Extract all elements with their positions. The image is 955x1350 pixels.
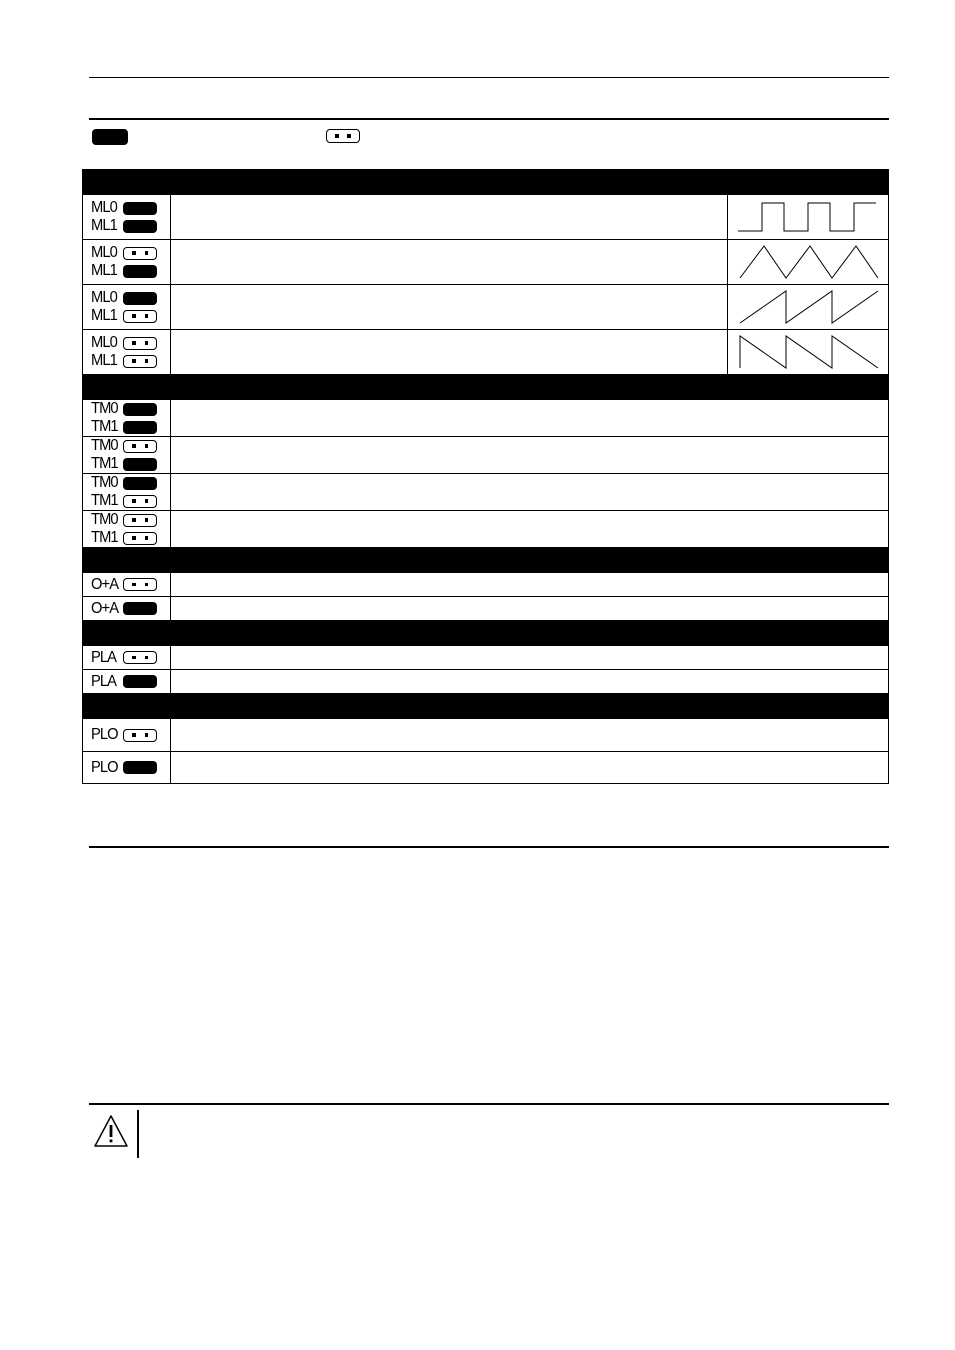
section-header-waveform <box>83 170 889 195</box>
table-row <box>83 400 889 437</box>
section-header-tm <box>83 375 889 400</box>
jumper-label-cell <box>83 752 171 784</box>
jumper-code: ML1 <box>91 217 117 234</box>
jumper-code: TM0 <box>91 474 118 491</box>
jumper-closed-icon <box>123 477 157 490</box>
jumper-label-cell <box>83 240 171 285</box>
waveform-cell <box>727 330 888 375</box>
jumper-label-cell <box>83 573 171 597</box>
waveform-cell <box>727 240 888 285</box>
jumper-code: PLO <box>91 758 118 776</box>
table-row <box>83 719 889 752</box>
jumper-closed-icon <box>123 202 157 215</box>
warning-triangle-icon <box>93 1113 129 1149</box>
description-cell <box>171 752 889 784</box>
section-header-plo <box>83 694 889 719</box>
jumper-closed-icon <box>123 292 157 305</box>
description-cell <box>171 400 889 437</box>
table-row <box>83 511 889 548</box>
section-rule <box>89 118 889 120</box>
jumper-code: TM1 <box>91 418 118 435</box>
jumper-code: ML0 <box>91 334 117 351</box>
jumper-label-cell <box>83 646 171 670</box>
jumper-label-cell <box>83 719 171 752</box>
table-row <box>83 330 889 375</box>
jumper-closed-icon <box>123 265 157 278</box>
jumper-open-icon <box>123 729 157 742</box>
jumper-code: TM1 <box>91 455 118 472</box>
table-row <box>83 597 889 621</box>
jumper-code: PLA <box>91 648 117 666</box>
jumper-open-icon <box>123 355 157 368</box>
jumper-code: PLA <box>91 672 117 690</box>
description-cell <box>171 511 889 548</box>
description-cell <box>171 670 889 694</box>
warning-divider <box>137 1110 139 1158</box>
jumper-settings-table <box>82 169 889 784</box>
description-cell <box>171 285 728 330</box>
jumper-open-icon <box>123 514 157 527</box>
section-header-pla <box>83 621 889 646</box>
jumper-open-icon <box>123 337 157 350</box>
jumper-code: ML0 <box>91 199 117 216</box>
table-row <box>83 285 889 330</box>
table-row <box>83 573 889 597</box>
description-cell <box>171 474 889 511</box>
table-row <box>83 195 889 240</box>
jumper-closed-icon <box>123 421 157 434</box>
table-row <box>83 437 889 474</box>
jumper-closed-icon <box>92 129 128 145</box>
sawtooth-rising-icon <box>728 285 888 329</box>
jumper-label-cell <box>83 330 171 375</box>
jumper-label-cell <box>83 511 171 548</box>
jumper-code: ML0 <box>91 289 117 306</box>
table-row <box>83 646 889 670</box>
jumper-label-cell <box>83 474 171 511</box>
description-cell <box>171 646 889 670</box>
description-cell <box>171 573 889 597</box>
sawtooth-falling-icon <box>728 330 888 374</box>
jumper-closed-icon <box>123 220 157 233</box>
jumper-closed-icon <box>123 403 157 416</box>
description-cell <box>171 195 728 240</box>
jumper-code: ML0 <box>91 244 117 261</box>
jumper-code: PLO <box>91 726 118 743</box>
triangle-wave-icon <box>728 240 888 284</box>
table-row <box>83 670 889 694</box>
waveform-cell <box>727 285 888 330</box>
jumper-label-cell <box>83 400 171 437</box>
description-cell <box>171 330 728 375</box>
jumper-label-cell <box>83 670 171 694</box>
jumper-label-cell <box>83 195 171 240</box>
waveform-cell <box>727 195 888 240</box>
table-row <box>83 474 889 511</box>
jumper-code: TM1 <box>91 529 118 546</box>
square-wave-icon <box>728 195 888 239</box>
section-header-oa <box>83 548 889 573</box>
jumper-open-icon <box>123 440 157 453</box>
jumper-code: TM1 <box>91 492 118 509</box>
jumper-open-icon <box>123 651 157 664</box>
jumper-closed-icon <box>123 761 157 774</box>
jumper-label-cell <box>83 285 171 330</box>
table-row <box>83 752 889 784</box>
jumper-closed-icon <box>123 602 157 615</box>
jumper-code: O+A <box>91 599 119 617</box>
jumper-open-icon <box>123 578 157 591</box>
section-rule <box>89 846 889 848</box>
jumper-code: TM0 <box>91 437 118 454</box>
jumper-open-icon <box>123 532 157 545</box>
jumper-code: O+A <box>91 575 119 593</box>
jumper-code: ML1 <box>91 307 117 324</box>
description-cell <box>171 437 889 474</box>
jumper-label-cell <box>83 437 171 474</box>
jumper-open-icon <box>123 495 157 508</box>
jumper-closed-icon <box>123 458 157 471</box>
jumper-code: ML1 <box>91 262 117 279</box>
jumper-open-icon <box>123 247 157 260</box>
table-row <box>83 240 889 285</box>
warning-rule <box>89 1103 889 1105</box>
jumper-open-icon <box>326 129 360 143</box>
jumper-code: ML1 <box>91 352 117 369</box>
jumper-code: TM0 <box>91 511 118 528</box>
description-cell <box>171 240 728 285</box>
jumper-closed-icon <box>123 675 157 688</box>
top-rule <box>89 77 889 78</box>
jumper-open-icon <box>123 310 157 323</box>
jumper-label-cell <box>83 597 171 621</box>
description-cell <box>171 719 889 752</box>
jumper-code: TM0 <box>91 400 118 417</box>
description-cell <box>171 597 889 621</box>
